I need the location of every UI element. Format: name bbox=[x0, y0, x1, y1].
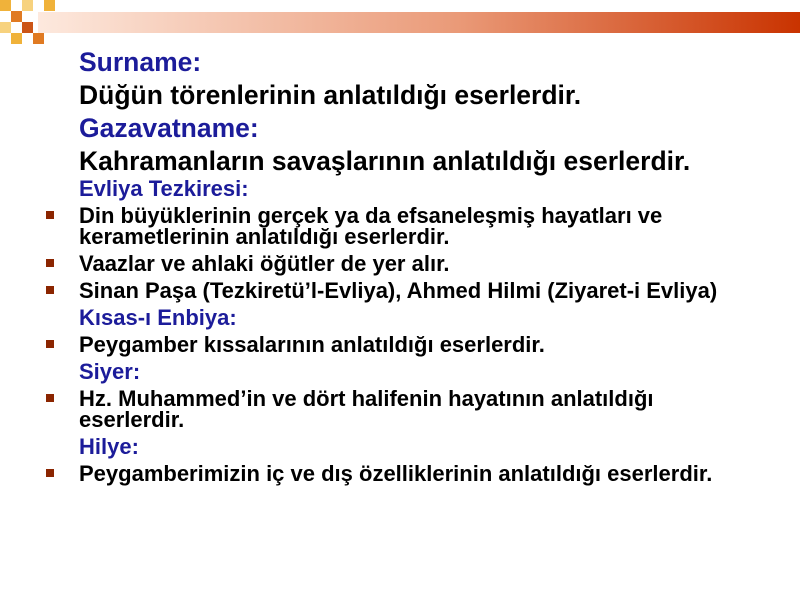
bullet-text: Din büyüklerinin gerçek ya da efsaneleşmiş hayatları ve kerametlerinin anlatıldığı eserlerdir. bbox=[79, 203, 663, 249]
bullet-list bbox=[79, 463, 744, 484]
section-description: Kahramanların savaşlarının anlatıldığı eserlerdir. bbox=[79, 146, 691, 176]
section-title: Surname: bbox=[79, 47, 202, 77]
section-title: Gazavatname: bbox=[79, 113, 259, 143]
checker-square bbox=[11, 11, 22, 22]
bullet-list bbox=[79, 334, 744, 355]
checker-square bbox=[22, 22, 33, 33]
square-bullet-icon bbox=[46, 394, 54, 402]
checker-square bbox=[44, 0, 55, 11]
bullet-item bbox=[79, 253, 744, 274]
section-gazavatname bbox=[79, 112, 744, 177]
checker-square bbox=[0, 22, 11, 33]
checker-square bbox=[0, 0, 11, 11]
section-evliya-tezkiresi bbox=[79, 178, 744, 301]
bullet-list bbox=[79, 388, 744, 430]
square-bullet-icon bbox=[46, 340, 54, 348]
checker-square bbox=[11, 33, 22, 44]
bullet-item bbox=[79, 463, 744, 484]
square-bullet-icon bbox=[46, 259, 54, 267]
section-description: Düğün törenlerinin anlatıldığı eserlerdir. bbox=[79, 80, 582, 110]
bullet-item bbox=[79, 205, 744, 247]
bullet-list bbox=[79, 205, 744, 301]
slide-content bbox=[79, 46, 744, 484]
bullet-item bbox=[79, 280, 744, 301]
section-surname bbox=[79, 46, 744, 111]
bullet-text: Sinan Paşa (Tezkiretü’l-Evliya), Ahmed Hilmi (Ziyaret-i Evliya) bbox=[79, 278, 718, 303]
bullet-text: Peygamber kıssalarının anlatıldığı eserlerdir. bbox=[79, 332, 545, 357]
gradient-title-bar bbox=[38, 12, 800, 33]
section-kisas-i-enbiya bbox=[79, 307, 744, 355]
bullet-text: Hz. Muhammed’in ve dört halifenin hayatının anlatıldığı eserlerdir. bbox=[79, 386, 654, 432]
section-siyer bbox=[79, 361, 744, 430]
square-bullet-icon bbox=[46, 286, 54, 294]
section-title: Hilye: bbox=[79, 434, 139, 459]
checker-square bbox=[22, 0, 33, 11]
section-title: Evliya Tezkiresi: bbox=[79, 176, 249, 201]
bullet-text: Vaazlar ve ahlaki öğütler de yer alır. bbox=[79, 251, 450, 276]
bullet-text: Peygamberimizin iç ve dış özelliklerinin anlatıldığı eserlerdir. bbox=[79, 461, 713, 486]
section-hilye bbox=[79, 436, 744, 484]
section-title: Kısas-ı Enbiya: bbox=[79, 305, 237, 330]
square-bullet-icon bbox=[46, 211, 54, 219]
checker-square bbox=[33, 33, 44, 44]
bullet-item bbox=[79, 334, 744, 355]
bullet-item bbox=[79, 388, 744, 430]
square-bullet-icon bbox=[46, 469, 54, 477]
section-title: Siyer: bbox=[79, 359, 141, 384]
